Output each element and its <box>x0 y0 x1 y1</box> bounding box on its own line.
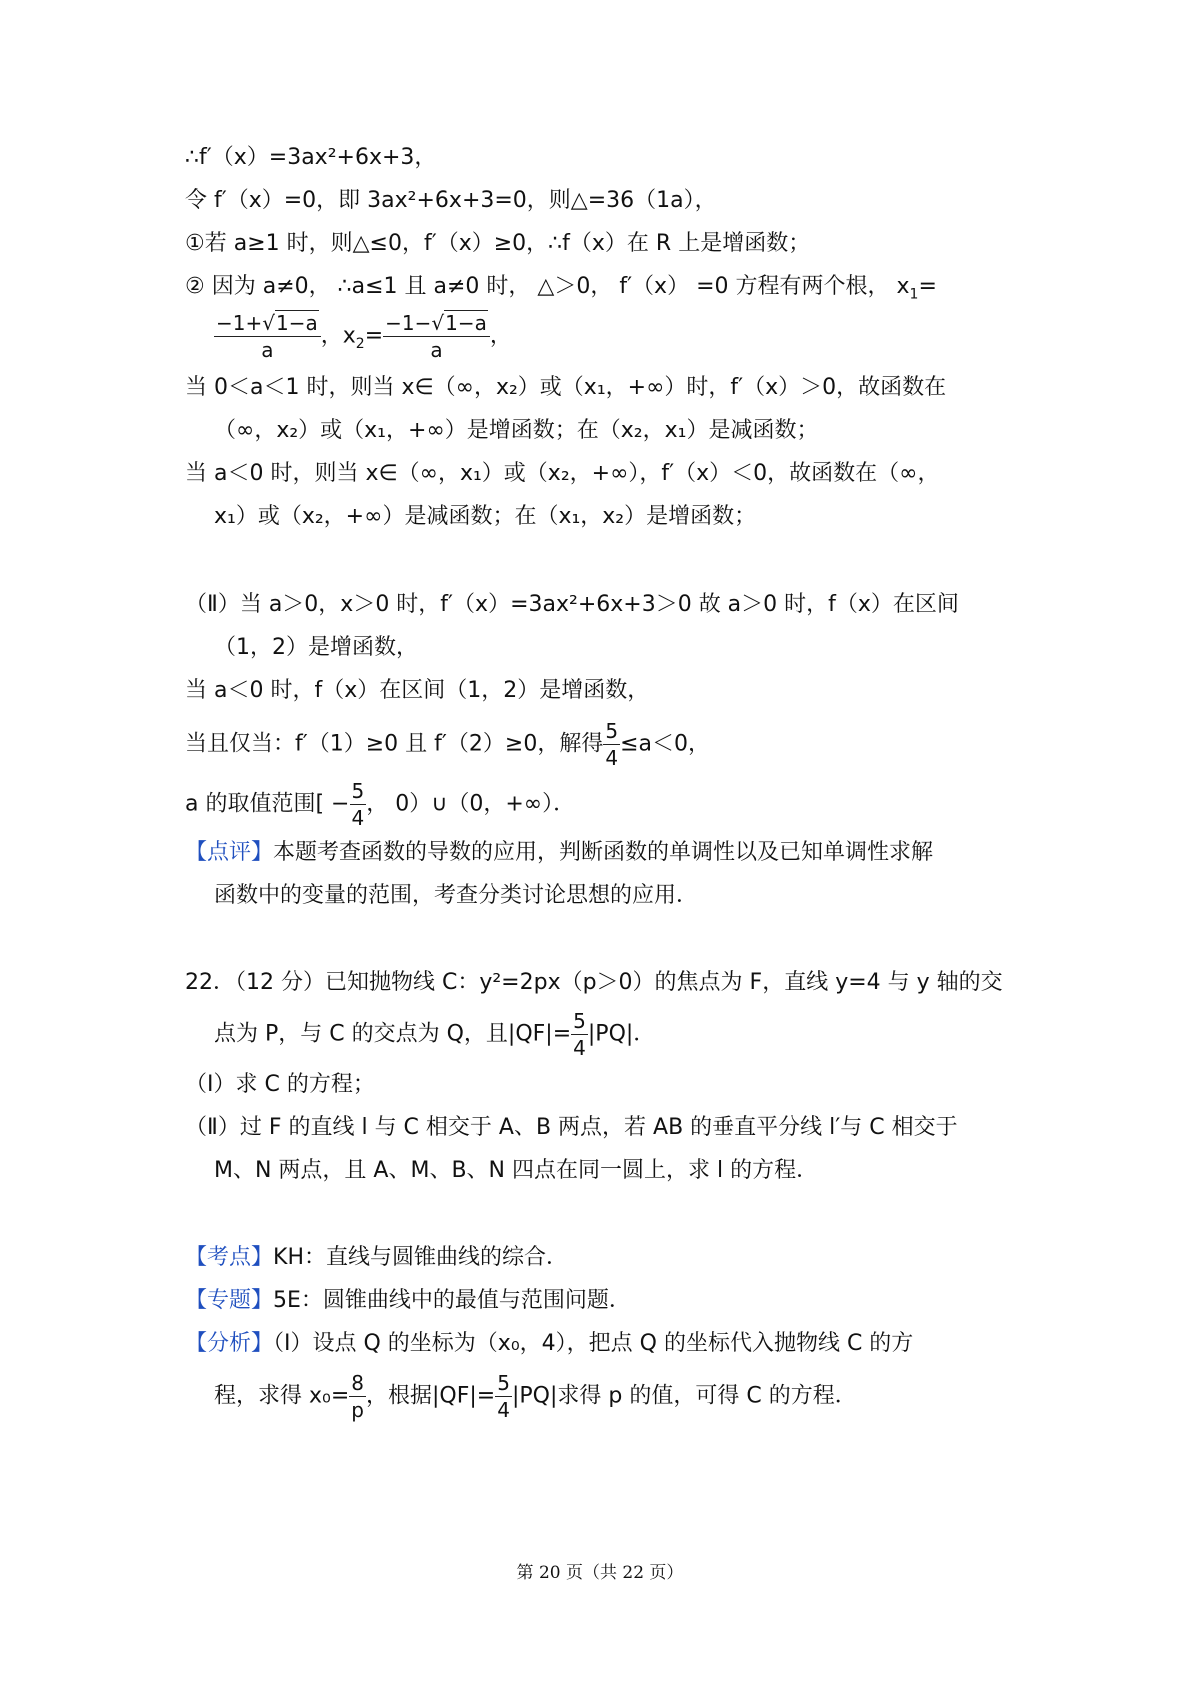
line-14-b: ， 0）∪（0，+∞）． <box>366 791 576 817</box>
line-4-eq: = <box>918 274 937 299</box>
line-25-fraction-2 <box>495 1372 512 1421</box>
line-13-a: 当且仅当：f′（1）≥0 且 f′（2）≥0，解得 <box>185 731 604 757</box>
x1-fraction: $\frac{-1+√1-a}{a}$ <box>214 312 321 361</box>
x2-fraction: $\frac{-1-√1-a}{a}$ <box>383 312 490 361</box>
line-18-den: 4 <box>573 1036 586 1060</box>
line-3: ①若 a≥1 时，则△≤0，f′（x）≥0，∴f（x）在 R 上是增函数； <box>185 231 811 256</box>
line-18 <box>214 1010 655 1059</box>
line-23 <box>185 1286 631 1316</box>
subject-tag: 【专题】 <box>185 1288 274 1313</box>
line-25 <box>214 1372 857 1421</box>
page-footer: 第 20 页（共 22 页） <box>516 1563 684 1583</box>
line-14-fraction <box>350 780 367 829</box>
line-6: 当 0＜a＜1 时，则当 x∈（∞，x₂）或（x₁，+∞）时，f′（x）＞0，故函数在 <box>185 375 947 400</box>
line-14-a: a 的取值范围[ − <box>185 791 350 817</box>
x2-eq: = <box>364 323 384 349</box>
line-22 <box>185 1243 568 1273</box>
line-18-fraction <box>571 1010 588 1059</box>
line-4-sub: 1 <box>909 286 919 303</box>
line-4 <box>185 272 937 309</box>
line-12: 当 a＜0 时，f（x）在区间（1，2）是增函数， <box>185 678 650 703</box>
line-18-num: 5 <box>573 1009 586 1033</box>
line-24-text: （Ⅰ）设点 Q 的坐标为（x₀，4），把点 Q 的坐标代入抛物线 C 的方 <box>273 1331 914 1356</box>
line-1: ∴f′（x）=3ax²+6x+3， <box>185 145 437 170</box>
line-18-a: 点为 P，与 C 的交点为 Q，且|QF|= <box>214 1021 572 1047</box>
line-16: 函数中的变量的范围，考查分类讨论思想的应用． <box>214 883 699 908</box>
topic-tag: 【考点】 <box>185 1245 274 1270</box>
line-14 <box>185 780 575 829</box>
line-15-text: 本题考查函数的导数的应用，判断函数的单调性以及已知单调性求解 <box>273 840 934 865</box>
x2-radicand: 1−a <box>445 311 487 335</box>
line-25-num: 8 <box>351 1371 365 1395</box>
line-11: （1，2）是增函数， <box>214 635 418 660</box>
roots-end: ， <box>489 323 512 349</box>
x2-sub: 2 <box>355 335 365 352</box>
line-13 <box>185 720 710 769</box>
line-8: 当 a＜0 时，则当 x∈（∞，x₁）或（x₂，+∞），f′（x）＜0，故函数在（∞， <box>185 461 940 486</box>
line-20: （Ⅱ）过 F 的直线 l 与 C 相交于 A、B 两点，若 AB 的垂直平分线 l′与 C 相交于 <box>185 1115 958 1140</box>
line-22-text: KH：直线与圆锥曲线的综合． <box>273 1245 568 1270</box>
line-18-b: |PQ|． <box>587 1021 656 1047</box>
line-25-fraction-1 <box>349 1372 366 1421</box>
x1-num-a: −1+ <box>216 311 263 335</box>
line-17: 22．（12 分）已知抛物线 C：y²=2px（p＞0）的焦点为 F，直线 y=4 与 y 轴的交 <box>185 970 1003 995</box>
line-25-c: |PQ|求得 p 的值，可得 C 的方程． <box>511 1383 857 1409</box>
comment-tag: 【点评】 <box>185 840 274 865</box>
x1-radicand: 1−a <box>276 311 318 335</box>
line-15 <box>185 838 933 868</box>
line-25-num2: 5 <box>497 1371 510 1395</box>
line-13-num: 5 <box>605 719 619 743</box>
line-19: （Ⅰ）求 C 的方程； <box>185 1072 375 1097</box>
line-25-den: p <box>351 1398 364 1422</box>
line-25-b: ，根据|QF|= <box>366 1383 496 1409</box>
x2-num-a: −1− <box>385 311 432 335</box>
line-23-text: 5E：圆锥曲线中的最值与范围问题． <box>273 1288 631 1313</box>
line-10: （Ⅱ）当 a＞0，x＞0 时，f′（x）=3ax²+6x+3＞0 故 a＞0 时，f（x）在区间 <box>185 592 959 617</box>
x1-denominator: a <box>261 338 274 362</box>
line-4-text: ② 因为 a≠0， ∴a≤1 且 a≠0 时， △＞0， f′（x） =0 方程有两个根， x <box>185 274 910 299</box>
line-13-b: ≤a＜0， <box>620 731 710 757</box>
roots-separator: ，x <box>320 323 356 349</box>
line-24 <box>185 1329 913 1359</box>
line-25-den2: 4 <box>497 1398 510 1422</box>
line-25-a: 程，求得 x₀= <box>214 1383 350 1409</box>
analysis-tag: 【分析】 <box>185 1331 274 1356</box>
line-13-fraction <box>603 720 620 769</box>
line-9: x₁）或（x₂，+∞）是减函数；在（x₁，x₂）是增函数； <box>214 504 757 529</box>
line-2: 令 f′（x）=0，即 3ax²+6x+3=0，则△=36（1a）， <box>185 188 717 213</box>
line-7: （∞，x₂）或（x₁，+∞）是增函数；在（x₂，x₁）是减函数； <box>214 418 819 443</box>
line-14-num: 5 <box>351 779 365 803</box>
line-14-den: 4 <box>351 806 365 830</box>
line-13-den: 4 <box>605 746 619 770</box>
line-5-roots <box>214 312 512 361</box>
x2-denominator: a <box>430 338 443 362</box>
line-21: M、N 两点，且 A、M、B、N 四点在同一圆上，求 l 的方程． <box>214 1158 819 1183</box>
